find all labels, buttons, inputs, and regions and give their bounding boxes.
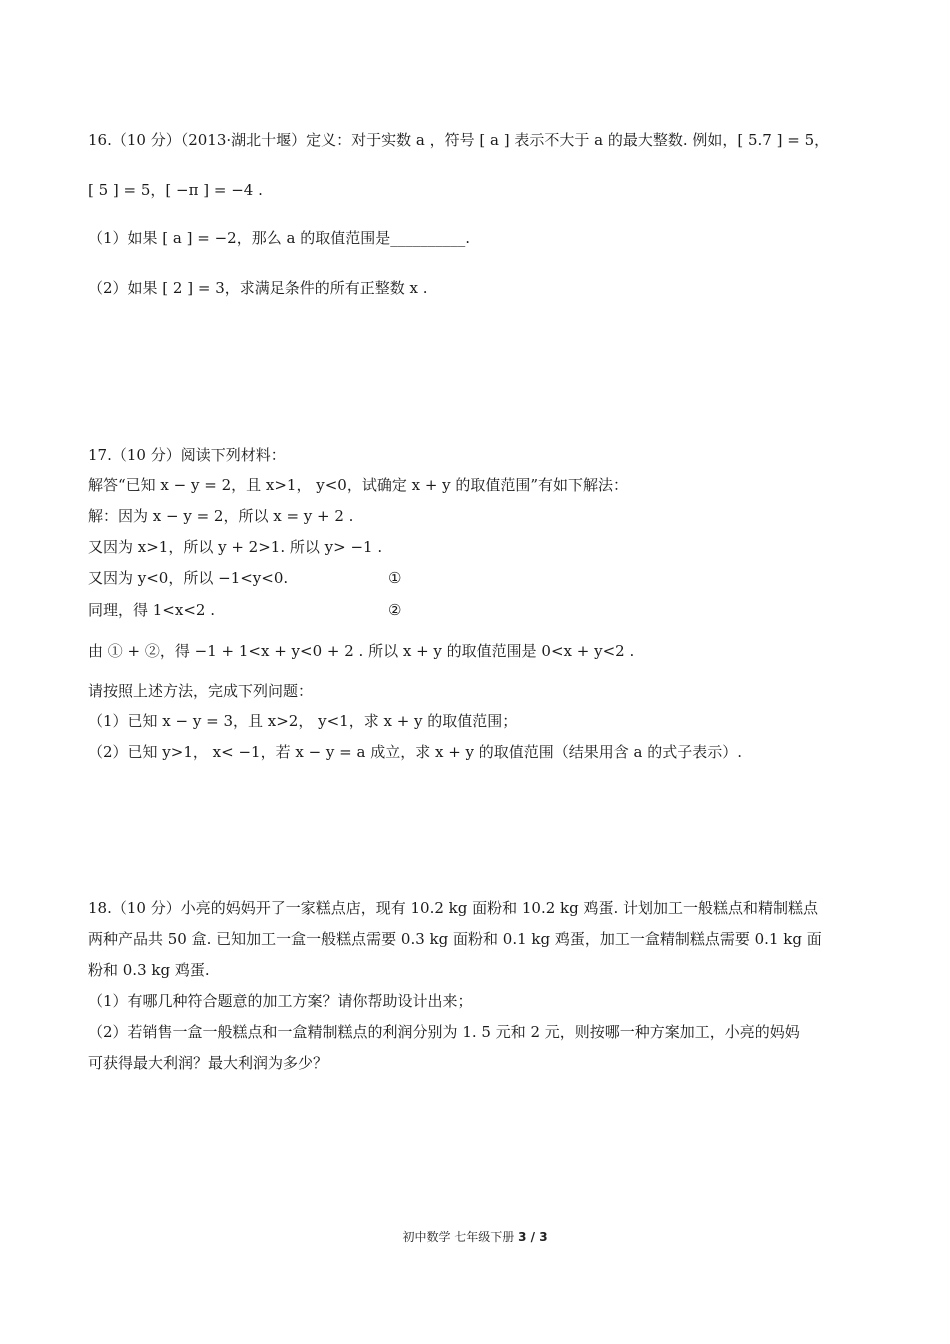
q16-stem-line2: [ 5 ] = 5，[ −π ] = −4 . (88, 181, 263, 199)
q17-material-line2: 解：因为 x − y = 2，所以 x = y + 2 . (88, 507, 354, 525)
q17-material-line3: 又因为 x>1，所以 y + 2>1. 所以 y> −1 . (88, 538, 383, 556)
q18-part1: （1）有哪几种符合题意的加工方案？请你帮助设计出来； (88, 992, 473, 1010)
q17-material-line5: 同理，得 1<x<2 . (88, 601, 215, 619)
q18-stem-line2: 两种产品共 50 盒. 已知加工一盒一般糕点需要 0.3 kg 面粉和 0.1 kg 鸡蛋，加工一盒精制糕点需要 0.1 kg 面 (88, 930, 822, 948)
q18-part2-line2: 可获得最大利润？最大利润为多少？ (88, 1054, 329, 1072)
q17-material-line6: 由 ① + ②，得 −1 + 1<x + y<0 + 2 . 所以 x + y 的取值范围是 0<x + y<2 . (88, 642, 635, 660)
q18-part2-line1: （2）若销售一盒一般糕点和一盒精制糕点的利润分别为 1. 5 元和 2 元，则按哪一种方案加工，小亮的妈妈 (88, 1023, 800, 1041)
q17-marker-1: ① (388, 569, 402, 587)
q17-material-line1: 解答“已知 x − y = 2，且 x>1， y<0，试确定 x + y 的取值范围”有如下解法： (88, 476, 629, 494)
q18-stem-line1: 18.（10 分）小亮的妈妈开了一家糕点店，现有 10.2 kg 面粉和 10.2 kg 鸡蛋. 计划加工一般糕点和精制糕点 (88, 899, 819, 917)
q17-material-line4: 又因为 y<0，所以 −1<y<0. (88, 569, 289, 587)
q17-part2: （2）已知 y>1， x< −1，若 x − y = a 成立，求 x + y 的取值范围（结果用含 a 的式子表示）. (88, 743, 743, 761)
q16-stem-line1: 16.（10 分）（2013·湖北十堰）定义：对于实数 a ，符号 [ a ] 表示不大于 a 的最大整数. 例如，[ 5.7 ] = 5， (88, 131, 830, 149)
q17-marker-2: ② (388, 601, 402, 619)
q18-stem-line3: 粉和 0.3 kg 鸡蛋. (88, 961, 210, 979)
page-footer (0, 1228, 950, 1245)
q16-part2: （2）如果 [ 2 ] = 3，求满足条件的所有正整数 x . (88, 279, 428, 297)
q17-part1: （1）已知 x − y = 3，且 x>2， y<1，求 x + y 的取值范围； (88, 712, 518, 730)
q17-instruction: 请按照上述方法，完成下列问题： (88, 682, 314, 700)
footer-label: 初中数学 七年级下册 (402, 1230, 515, 1244)
page-number: 3 / 3 (518, 1230, 548, 1244)
q17-title: 17.（10 分）阅读下列材料： (88, 446, 286, 464)
q16-part1: （1）如果 [ a ] = −2，那么 a 的取值范围是__________. (88, 229, 470, 247)
